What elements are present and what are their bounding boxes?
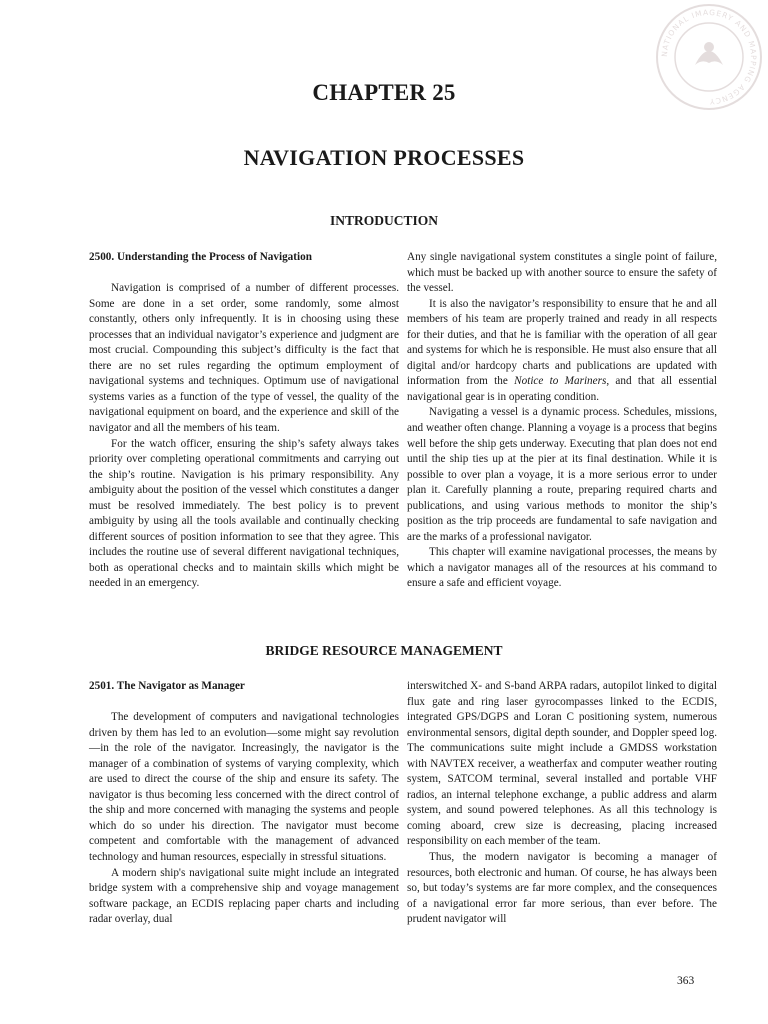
paragraph: A modern ship's navigational suite might include an integrated bridge system with a comprehensive ship and voyage management software package, an ECDIS replacing paper charts and including radar overlay, dual [89, 866, 399, 926]
section-heading-bridge-resource-management: BRIDGE RESOURCE MANAGEMENT [265, 643, 503, 658]
intro-left-column [89, 250, 399, 592]
paragraph: Navigating a vessel is a dynamic process. Schedules, missions, and weather often change. Planning a voyage is a process that begins well before the ship gets underway. Executing that plan does not end until the ship ties up at the pier at its final destination. While it is possible to over plan a voyage, it is a more serious error to under plan it. Carefully planning a route, preparing required charts and publications, and using various methods to monitor the ship’s position as the trip proceeds are fundamental to safe navigation and are the marks of a professional navigator. [407, 406, 717, 543]
bridge-right-column [407, 679, 717, 928]
chapter-title: NAVIGATION PROCESSES [243, 145, 525, 170]
page-number: 363 [677, 975, 695, 987]
paragraph: For the watch officer, ensuring the ship’s safety always takes priority over completing operational commitments and carrying out the ship’s routine. Navigation is his primary responsibility. Any ambiguity about the position of the vessel which constitutes a danger must be resolved immediately. The best policy is to prevent ambiguity by using all the tools available and continually checking different sources of position information to see that they agree. This includes the routine use of several different navigational techniques, both as operational checks and to maintain skills which might be needed in an emergency. [89, 437, 399, 590]
section-heading-introduction: INTRODUCTION [329, 213, 438, 228]
paragraph: The development of computers and navigational technologies driven by them has led to an evolution—some might say revolution—in the role of the navigator. Increasingly, the navigator is the manager of a combination of systems of varying complexity, which are used to direct the course of the ship and ensure its safety. The navigator is thus becoming less concerned with the direct control of the ship and more concerned with managing the systems and people which do so under his direction. The navigator must become competent and comfortable with the management of advanced technology and human resources, especially in stressful situations. [89, 711, 399, 863]
paragraph: It is also the navigator’s responsibility to ensure that he and all members of his team are properly trained and ready in all respects for their duties, and that he is familiar with the operation of all gear and systems for which he is responsible. He must also ensure that all digital and/or hardcopy charts and publications are updated with information from the Notice to Mariners, and that all essential navigational gear is in operating condition. [407, 297, 717, 403]
svg-text:NATIONAL IMAGERY AND MAPPING A: NATIONAL IMAGERY AND MAPPING AGENCY [659, 7, 759, 107]
paragraph: Any single navigational system constitutes a single point of failure, which must be backed up with another source to ensure the safety of the vessel. [407, 251, 717, 295]
paragraph: This chapter will examine navigational processes, the means by which a navigator manages all of the resources at his command to ensure a safe and efficient voyage. [407, 546, 717, 590]
paragraph: Navigation is comprised of a number of different processes. Some are done in a set order, some randomly, some almost constantly, others only infrequently. It is in choosing using these processes that an individual navigator’s experience and judgment are most crucial. Compounding this subject’s difficulty is the fact that there are no set rules regarding the optimum employment of navigational systems and techniques. Optimum use of navigational systems varies as a function of the type of vessel, the quality of the navigational equipment on board, and the experience and skill of the navigator and all the members of his team. [89, 282, 399, 434]
subsection-heading-2501: 2501. The Navigator as Manager [89, 680, 245, 692]
intro-right-column [407, 250, 717, 592]
chapter-number: CHAPTER 25 [312, 80, 456, 105]
paragraph: Thus, the modern navigator is becoming a manager of resources, both electronic and human. Of course, he has always been so, but today’s systems are far more complex, and the consequences of a navigational error far more serious, than ever before. The prudent navigator will [407, 851, 717, 926]
paragraph: interswitched X- and S-band ARPA radars, autopilot linked to digital flux gate and ring laser gyrocompasses linked to the ECDIS, integrated GPS/DGPS and Loran C positioning system, numerous environmental sensors, digital depth sounder, and Doppler speed log. The communications suite might include a GMDSS workstation with NAVTEX receiver, a weatherfax and computer weather routing system, SATCOM terminal, several installed and portable VHF radios, an internal telephone exchange, a public address and alarm system, and sound powered telephones. As all this technology is coming aboard, crew size is decreasing, placing increased responsibility on each member of the team. [407, 680, 717, 848]
bridge-left-column [89, 679, 399, 928]
publication-title: Notice to Mariners [514, 375, 607, 388]
subsection-heading-2500: 2500. Understanding the Process of Navigation [89, 251, 312, 263]
